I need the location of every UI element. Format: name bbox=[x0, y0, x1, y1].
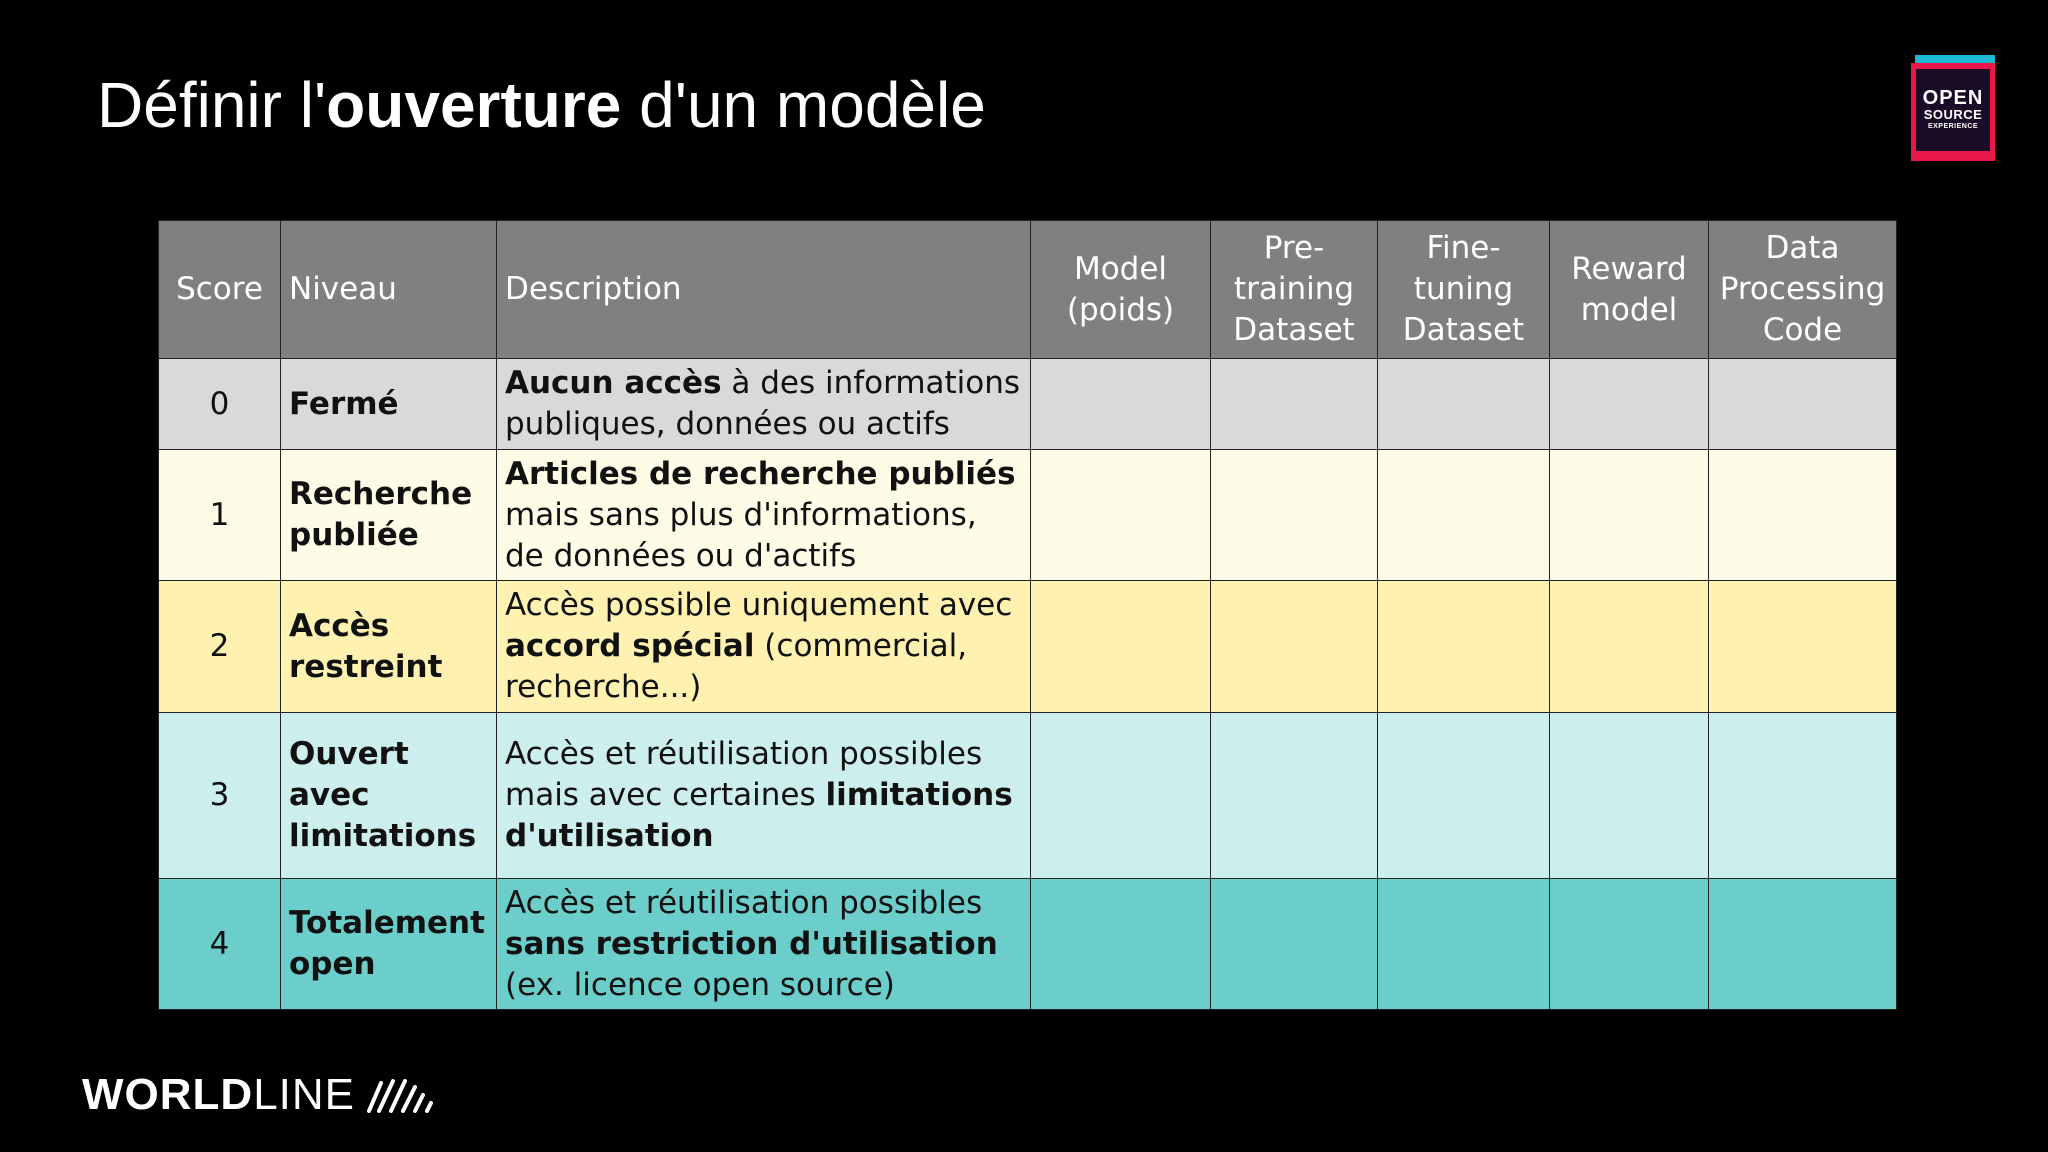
empty-cell bbox=[1378, 879, 1550, 1010]
table-row bbox=[159, 359, 1897, 450]
empty-cell bbox=[1211, 359, 1378, 450]
empty-cell bbox=[1550, 450, 1709, 581]
empty-cell bbox=[1709, 713, 1897, 879]
niveau-cell: Totalement open bbox=[281, 879, 497, 1010]
score-cell: 0 bbox=[159, 359, 281, 450]
header-model: Model (poids) bbox=[1031, 221, 1211, 359]
header-dataproc: Data Processing Code bbox=[1709, 221, 1897, 359]
worldline-logo: WORLD LINE bbox=[82, 1070, 439, 1120]
description-cell: Accès possible uniquement avec accord spécial (commercial, recherche...) bbox=[497, 581, 1031, 713]
empty-cell bbox=[1550, 713, 1709, 879]
niveau-cell: Ouvert avec limitations bbox=[281, 713, 497, 879]
empty-cell bbox=[1709, 879, 1897, 1010]
score-cell: 3 bbox=[159, 713, 281, 879]
score-cell: 1 bbox=[159, 450, 281, 581]
empty-cell bbox=[1031, 581, 1211, 713]
empty-cell bbox=[1709, 581, 1897, 713]
empty-cell bbox=[1550, 581, 1709, 713]
niveau-cell: Fermé bbox=[281, 359, 497, 450]
empty-cell bbox=[1378, 450, 1550, 581]
empty-cell bbox=[1550, 879, 1709, 1010]
empty-cell bbox=[1211, 450, 1378, 581]
worldline-waves-icon bbox=[365, 1075, 439, 1115]
niveau-cell: Accès restreint bbox=[281, 581, 497, 713]
empty-cell bbox=[1378, 359, 1550, 450]
header-niveau: Niveau bbox=[281, 221, 497, 359]
table-row bbox=[159, 450, 1897, 581]
header-description: Description bbox=[497, 221, 1031, 359]
empty-cell bbox=[1211, 713, 1378, 879]
slide-title: Définir l'ouverture d'un modèle bbox=[97, 69, 986, 141]
empty-cell bbox=[1211, 879, 1378, 1010]
description-cell: Accès et réutilisation possibles sans restriction d'utilisation (ex. licence open source) bbox=[497, 879, 1031, 1010]
empty-cell bbox=[1031, 359, 1211, 450]
header-reward: Reward model bbox=[1550, 221, 1709, 359]
empty-cell bbox=[1550, 359, 1709, 450]
empty-cell bbox=[1211, 581, 1378, 713]
table-row bbox=[159, 713, 1897, 879]
empty-cell bbox=[1031, 879, 1211, 1010]
empty-cell bbox=[1378, 713, 1550, 879]
niveau-cell: Recherche publiée bbox=[281, 450, 497, 581]
empty-cell bbox=[1378, 581, 1550, 713]
table-header-row bbox=[159, 221, 1897, 359]
description-cell: Aucun accès à des informations publiques, données ou actifs bbox=[497, 359, 1031, 450]
open-source-experience-logo: OPEN SOURCE EXPERIENCE bbox=[1911, 55, 1995, 161]
empty-cell bbox=[1709, 450, 1897, 581]
table-row bbox=[159, 879, 1897, 1010]
description-cell: Articles de recherche publiés mais sans plus d'informations, de données ou d'actifs bbox=[497, 450, 1031, 581]
empty-cell bbox=[1031, 713, 1211, 879]
score-cell: 4 bbox=[159, 879, 281, 1010]
empty-cell bbox=[1709, 359, 1897, 450]
description-cell: Accès et réutilisation possibles mais avec certaines limitations d'utilisation bbox=[497, 713, 1031, 879]
header-pretraining: Pre-training Dataset bbox=[1211, 221, 1378, 359]
openness-table bbox=[158, 220, 1897, 1010]
header-score: Score bbox=[159, 221, 281, 359]
header-finetuning: Fine-tuning Dataset bbox=[1378, 221, 1550, 359]
table-row bbox=[159, 581, 1897, 713]
empty-cell bbox=[1031, 450, 1211, 581]
score-cell: 2 bbox=[159, 581, 281, 713]
